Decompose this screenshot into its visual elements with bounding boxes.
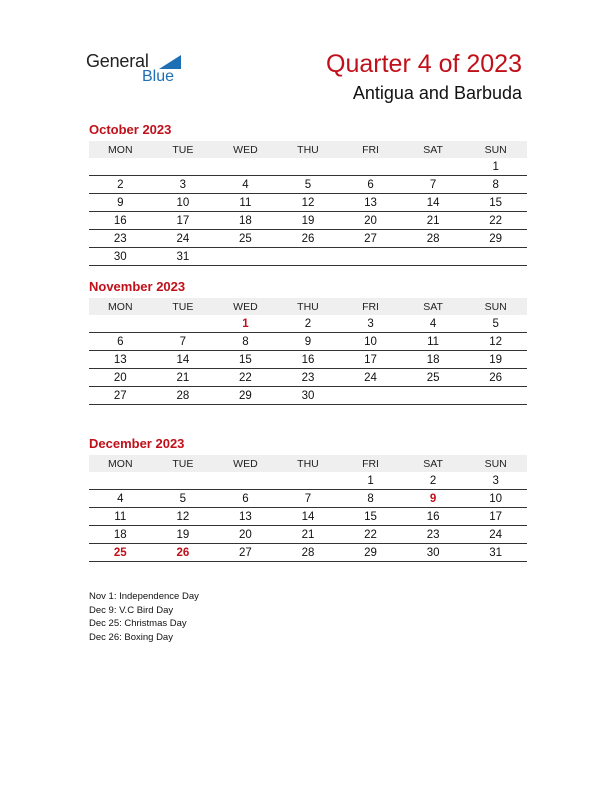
country-subtitle: Antigua and Barbuda: [352, 83, 522, 103]
day-cell: 16: [277, 351, 340, 369]
day-cell: [214, 248, 277, 266]
weekday-header: FRI: [339, 298, 402, 315]
day-cell: [277, 158, 340, 176]
day-cell: [402, 158, 465, 176]
day-cell: 30: [402, 544, 465, 562]
weekday-header: WED: [214, 455, 277, 472]
day-cell: 15: [464, 194, 527, 212]
week-row: [89, 212, 527, 230]
day-cell: 18: [89, 526, 152, 544]
day-cell: [214, 158, 277, 176]
day-cell: 29: [339, 544, 402, 562]
day-cell: 3: [339, 315, 402, 333]
day-cell: [339, 158, 402, 176]
day-cell: 23: [402, 526, 465, 544]
day-cell: [152, 158, 215, 176]
day-cell: 10: [464, 490, 527, 508]
day-cell: 21: [152, 369, 215, 387]
day-cell: 19: [277, 212, 340, 230]
day-cell: 22: [339, 526, 402, 544]
weekday-header: MON: [89, 455, 152, 472]
day-cell: 30: [89, 248, 152, 266]
week-row: [89, 194, 527, 212]
weekday-header: FRI: [339, 455, 402, 472]
day-cell: [152, 315, 215, 333]
week-row: [89, 176, 527, 194]
day-cell: 9: [277, 333, 340, 351]
day-cell: [89, 315, 152, 333]
day-cell: 20: [339, 212, 402, 230]
page-title: Quarter 4 of 2023: [326, 50, 522, 78]
day-cell: 26: [152, 544, 215, 562]
month-title: November 2023: [89, 279, 186, 294]
day-cell: 18: [402, 351, 465, 369]
month-title: October 2023: [89, 122, 172, 137]
day-cell: 25: [214, 230, 277, 248]
weekday-header: MON: [89, 141, 152, 158]
day-cell: 1: [214, 315, 277, 333]
weekday-header: TUE: [152, 298, 215, 315]
day-cell: 3: [152, 176, 215, 194]
day-cell: 29: [464, 230, 527, 248]
day-cell: 26: [277, 230, 340, 248]
day-cell: 21: [402, 212, 465, 230]
day-cell: [277, 248, 340, 266]
day-cell: 22: [214, 369, 277, 387]
day-cell: 10: [339, 333, 402, 351]
week-row: [89, 490, 527, 508]
weekday-header: SAT: [402, 141, 465, 158]
weekday-header: TUE: [152, 455, 215, 472]
week-row: [89, 158, 527, 176]
day-cell: 26: [464, 369, 527, 387]
day-cell: 28: [152, 387, 215, 405]
week-row: [89, 315, 527, 333]
day-cell: 11: [89, 508, 152, 526]
day-cell: 17: [339, 351, 402, 369]
day-cell: 4: [214, 176, 277, 194]
month-november: [89, 280, 527, 405]
holiday-item: Dec 25: Christmas Day: [89, 618, 187, 629]
day-cell: 12: [464, 333, 527, 351]
day-cell: 2: [277, 315, 340, 333]
weekday-header: THU: [277, 298, 340, 315]
day-cell: 6: [89, 333, 152, 351]
calendar-grid: [89, 141, 527, 266]
week-row: [89, 230, 527, 248]
day-cell: 27: [89, 387, 152, 405]
day-cell: 17: [152, 212, 215, 230]
week-row: [89, 333, 527, 351]
holiday-item: Nov 1: Independence Day: [89, 591, 199, 602]
day-cell: [89, 472, 152, 490]
week-row: [89, 351, 527, 369]
day-cell: [214, 472, 277, 490]
day-cell: 19: [152, 526, 215, 544]
weekday-header: SUN: [464, 455, 527, 472]
day-cell: 6: [214, 490, 277, 508]
day-cell: [89, 158, 152, 176]
day-cell: 13: [214, 508, 277, 526]
day-cell: 14: [152, 351, 215, 369]
logo-text-general: General: [86, 51, 149, 71]
month-october: [89, 123, 527, 266]
day-cell: 3: [464, 472, 527, 490]
day-cell: [152, 472, 215, 490]
logo-text-blue: Blue: [142, 68, 175, 85]
day-cell: 15: [339, 508, 402, 526]
day-cell: [339, 387, 402, 405]
month-title: December 2023: [89, 436, 185, 451]
day-cell: 12: [152, 508, 215, 526]
day-cell: [277, 472, 340, 490]
weekday-header: SAT: [402, 455, 465, 472]
weekday-header: TUE: [152, 141, 215, 158]
day-cell: [464, 387, 527, 405]
day-cell: 10: [152, 194, 215, 212]
weekday-header: THU: [277, 141, 340, 158]
month-december: [89, 437, 527, 562]
week-row: [89, 248, 527, 266]
day-cell: 13: [89, 351, 152, 369]
day-cell: 8: [214, 333, 277, 351]
weekday-header: SUN: [464, 298, 527, 315]
day-cell: 8: [464, 176, 527, 194]
day-cell: 20: [89, 369, 152, 387]
day-cell: 4: [89, 490, 152, 508]
day-cell: 16: [402, 508, 465, 526]
day-cell: 31: [464, 544, 527, 562]
day-cell: 31: [152, 248, 215, 266]
day-cell: 11: [402, 333, 465, 351]
day-cell: 17: [464, 508, 527, 526]
week-row: [89, 369, 527, 387]
day-cell: 21: [277, 526, 340, 544]
day-cell: 24: [339, 369, 402, 387]
day-cell: 7: [152, 333, 215, 351]
generalblue-logo: [86, 51, 196, 91]
day-cell: 22: [464, 212, 527, 230]
day-cell: 27: [214, 544, 277, 562]
day-cell: 7: [277, 490, 340, 508]
day-cell: 29: [214, 387, 277, 405]
weekday-header: FRI: [339, 141, 402, 158]
day-cell: 9: [402, 490, 465, 508]
week-row: [89, 387, 527, 405]
weekday-header: WED: [214, 141, 277, 158]
day-cell: 20: [214, 526, 277, 544]
holiday-item: Dec 26: Boxing Day: [89, 631, 173, 643]
day-cell: 15: [214, 351, 277, 369]
day-cell: 18: [214, 212, 277, 230]
day-cell: 9: [89, 194, 152, 212]
day-cell: 4: [402, 315, 465, 333]
weekday-header: MON: [89, 298, 152, 315]
holiday-list: [89, 590, 199, 644]
day-cell: 14: [277, 508, 340, 526]
day-cell: [464, 248, 527, 266]
day-cell: 5: [277, 176, 340, 194]
day-cell: [339, 248, 402, 266]
day-cell: 11: [214, 194, 277, 212]
day-cell: 14: [402, 194, 465, 212]
day-cell: 28: [277, 544, 340, 562]
day-cell: 2: [402, 472, 465, 490]
day-cell: 24: [464, 526, 527, 544]
weekday-header: SUN: [464, 141, 527, 158]
day-cell: 25: [89, 544, 152, 562]
day-cell: 1: [464, 158, 527, 176]
day-cell: 25: [402, 369, 465, 387]
day-cell: 19: [464, 351, 527, 369]
holiday-item: Dec 9: V.C Bird Day: [89, 604, 174, 616]
weekday-header: SAT: [402, 298, 465, 315]
logo-triangle-icon: [159, 55, 181, 69]
day-cell: 27: [339, 230, 402, 248]
week-row: [89, 508, 527, 526]
day-cell: 23: [89, 230, 152, 248]
day-cell: 2: [89, 176, 152, 194]
day-cell: 30: [277, 387, 340, 405]
week-row: [89, 544, 527, 562]
day-cell: 13: [339, 194, 402, 212]
calendar-grid: [89, 455, 527, 562]
week-row: [89, 526, 527, 544]
day-cell: 28: [402, 230, 465, 248]
week-row: [89, 472, 527, 490]
calendar-grid: [89, 298, 527, 405]
day-cell: 16: [89, 212, 152, 230]
day-cell: [402, 248, 465, 266]
day-cell: 5: [464, 315, 527, 333]
day-cell: 7: [402, 176, 465, 194]
day-cell: 6: [339, 176, 402, 194]
day-cell: 23: [277, 369, 340, 387]
day-cell: 8: [339, 490, 402, 508]
day-cell: 24: [152, 230, 215, 248]
day-cell: 1: [339, 472, 402, 490]
day-cell: [402, 387, 465, 405]
day-cell: 12: [277, 194, 340, 212]
day-cell: 5: [152, 490, 215, 508]
weekday-header: THU: [277, 455, 340, 472]
weekday-header: WED: [214, 298, 277, 315]
